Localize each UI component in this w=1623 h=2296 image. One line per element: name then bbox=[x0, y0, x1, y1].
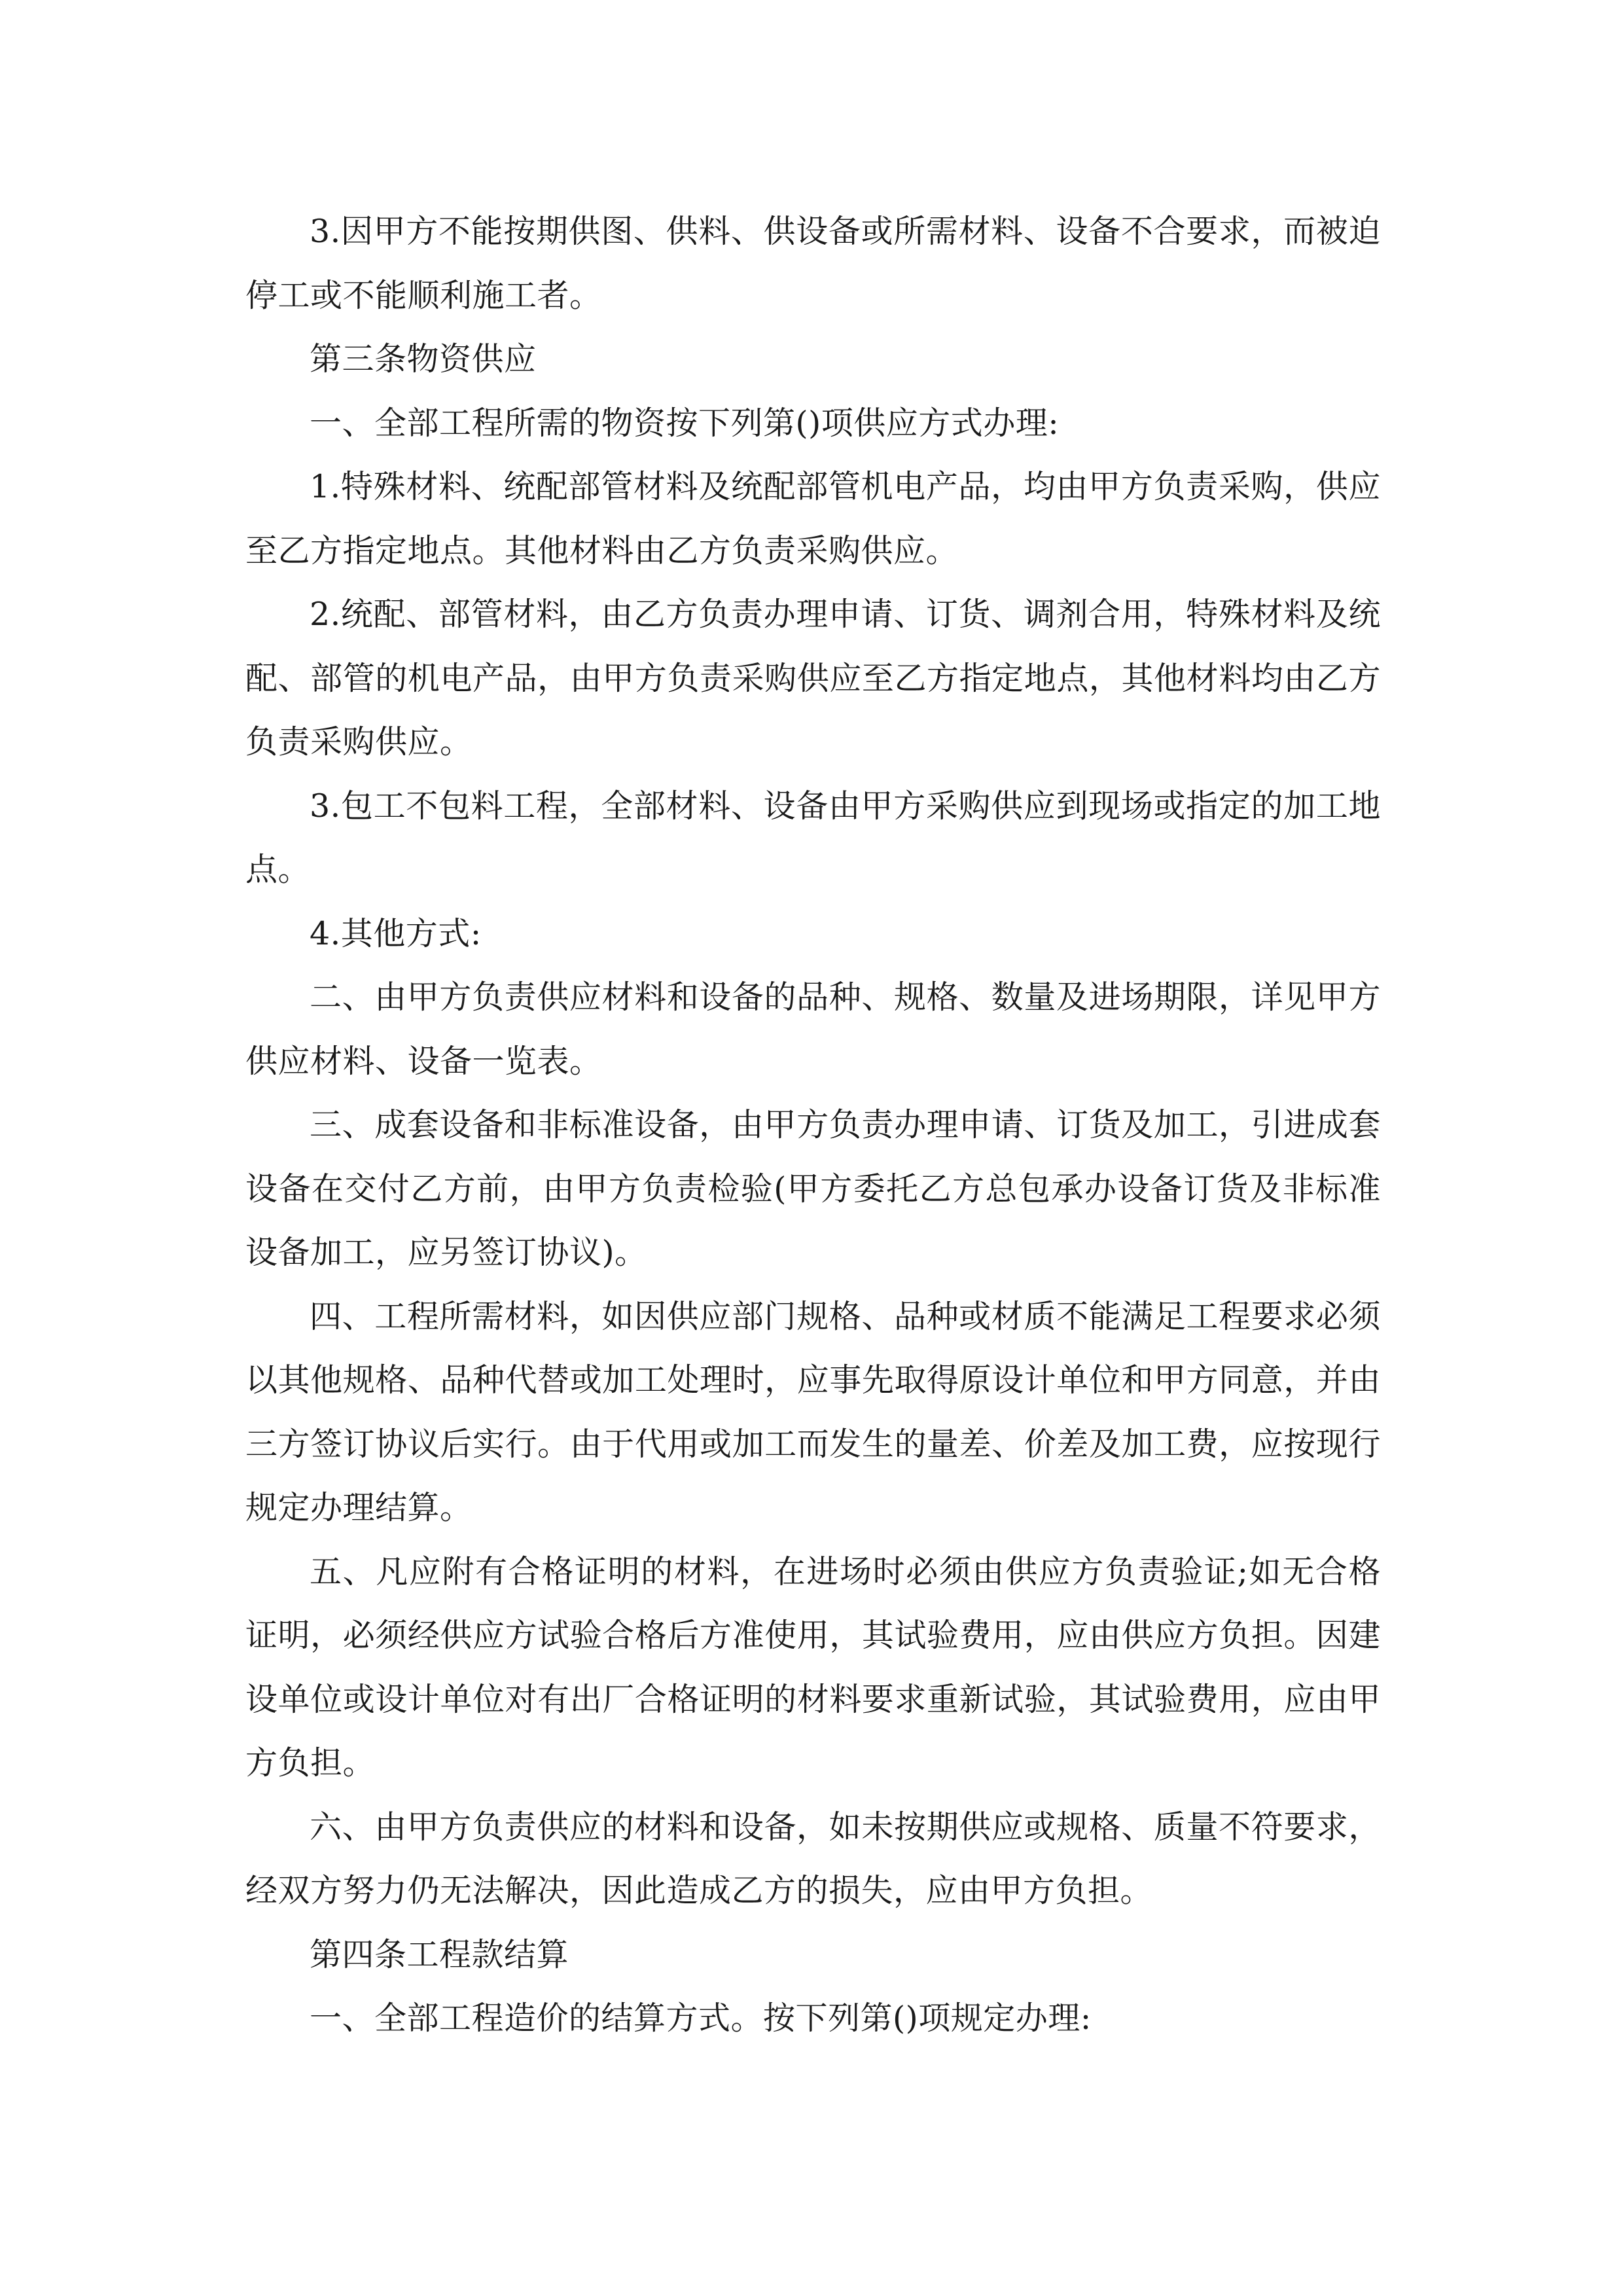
paragraph-section-2: 二、由甲方负责供应材料和设备的品种、规格、数量及进场期限，详见甲方供应材料、设备一览表。 bbox=[245, 978, 1381, 1080]
article-heading-4: 第四条工程款结算 bbox=[310, 1935, 569, 1973]
paragraph-section-6: 六、由甲方负责供应的材料和设备，如未按期供应或规格、质量不符要求，经双方努力仍无法解决，因此造成乙方的损失，应由甲方负担。 bbox=[245, 1808, 1381, 1909]
article-heading-3: 第三条物资供应 bbox=[310, 340, 537, 378]
paragraph-supply-method: 一、全部工程所需的物资按下列第()项供应方式办理: bbox=[310, 404, 1060, 442]
paragraph-section-4: 四、工程所需材料，如因供应部门规格、品种或材质不能满足工程要求必须以其他规格、品种代替或加工处理时，应事先取得原设计单位和甲方同意，并由三方签订协议后实行。由于代用或加工而发生的量差、价差及加工费，应按现行规定办理结算。 bbox=[245, 1297, 1381, 1526]
paragraph-settlement-method: 一、全部工程造价的结算方式。按下列第()项规定办理: bbox=[310, 2000, 1092, 2037]
paragraph-supply-option-4: 4.其他方式: bbox=[310, 914, 482, 952]
paragraph-supply-option-1: 1.特殊材料、统配部管材料及统配部管机电产品，均由甲方负责采购，供应至乙方指定地点。其他材料由乙方负责采购供应。 bbox=[245, 468, 1381, 569]
paragraph-supply-option-2: 2.统配、部管材料，由乙方负责办理申请、订货、调剂合用，特殊材料及统配、部管的机电产品，由甲方负责采购供应至乙方指定地点，其他材料均由乙方负责采购供应。 bbox=[245, 596, 1381, 761]
paragraph-supply-option-3: 3.包工不包料工程，全部材料、设备由甲方采购供应到现场或指定的加工地点。 bbox=[245, 787, 1381, 888]
document-body bbox=[245, 200, 1381, 2051]
paragraph-clause-3: 3.因甲方不能按期供图、供料、供设备或所需材料、设备不合要求，而被迫停工或不能顺利施工者。 bbox=[245, 213, 1381, 314]
paragraph-section-5: 五、凡应附有合格证明的材料，在进场时必须由供应方负责验证;如无合格证明，必须经供应方试验合格后方准使用，其试验费用，应由供应方负担。因建设单位或设计单位对有出厂合格证明的材料要求重新试验，其试验费用，应由甲方负担。 bbox=[245, 1552, 1381, 1782]
paragraph-section-3: 三、成套设备和非标准设备，由甲方负责办理申请、订货及加工，引进成套设备在交付乙方前，由甲方负责检验(甲方委托乙方总包承办设备订货及非标准设备加工，应另签订协议)。 bbox=[245, 1106, 1381, 1271]
